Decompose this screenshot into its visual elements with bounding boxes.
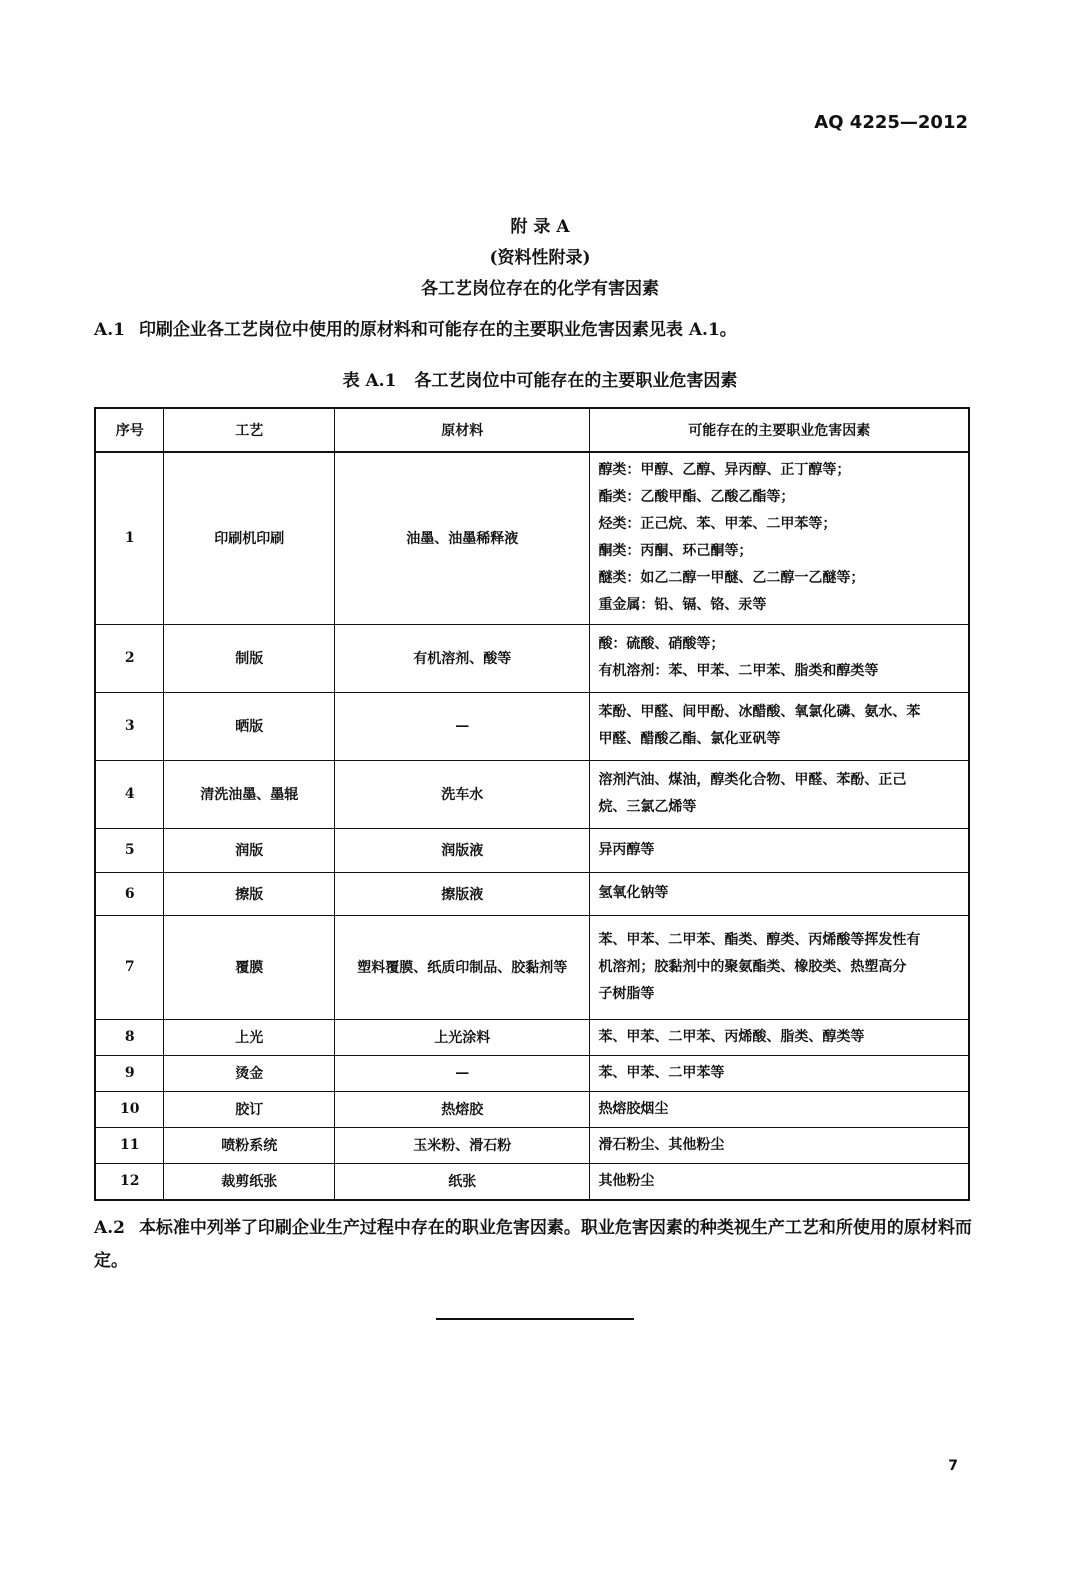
column-header-material: 原材料 bbox=[335, 408, 590, 452]
row-material: 擦版液 bbox=[335, 872, 590, 915]
hazard-line: 苯酚、甲醛、间甲酚、冰醋酸、氧氯化磷、氨水、苯 bbox=[598, 704, 921, 720]
table-row bbox=[95, 872, 969, 915]
row-process: 烫金 bbox=[164, 1055, 335, 1091]
hazard-line: 氢氧化钠等 bbox=[598, 885, 669, 901]
table-row bbox=[95, 692, 969, 760]
clause-a2-text: 本标准中列举了印刷企业生产过程中存在的职业危害因素。职业危害因素的种类视生产工艺和所使用的原材料而定。 bbox=[94, 1218, 972, 1271]
row-number: 10 bbox=[95, 1091, 164, 1127]
row-hazards bbox=[590, 452, 969, 624]
row-process: 润版 bbox=[164, 828, 335, 872]
hazard-line: 异丙醇等 bbox=[598, 841, 655, 858]
table-row bbox=[95, 828, 969, 872]
row-process: 胶订 bbox=[164, 1091, 335, 1127]
table-header-row bbox=[95, 408, 969, 452]
row-material: 油墨、油墨稀释液 bbox=[335, 452, 590, 624]
annex-title: 附 录 A bbox=[510, 217, 570, 237]
row-number: 5 bbox=[95, 828, 164, 872]
hazard-line: 烃类：正己烷、苯、甲苯、二甲苯等； bbox=[598, 516, 837, 533]
table-row bbox=[95, 1127, 969, 1163]
row-number: 12 bbox=[95, 1163, 164, 1200]
column-header-no: 序号 bbox=[95, 408, 164, 452]
end-rule bbox=[436, 1318, 634, 1320]
annex-type: (资料性附录) bbox=[489, 248, 591, 268]
table-caption-number: 表 A.1 bbox=[342, 371, 397, 391]
hazard-line: 其他粉尘 bbox=[598, 1172, 655, 1189]
table-caption bbox=[0, 366, 1080, 391]
clause-a1-number: A.1 bbox=[94, 320, 125, 340]
table-row bbox=[95, 1055, 969, 1091]
table-row bbox=[95, 760, 969, 828]
clause-a2-number: A.2 bbox=[94, 1218, 125, 1238]
row-material: 纸张 bbox=[335, 1163, 590, 1200]
row-hazards bbox=[590, 915, 969, 1019]
row-hazards bbox=[590, 692, 969, 760]
clause-a2 bbox=[94, 1212, 980, 1278]
column-header-process: 工艺 bbox=[164, 408, 335, 452]
row-process: 印刷机印刷 bbox=[164, 452, 335, 624]
hazard-line: 重金属：铅、镉、铬、汞等 bbox=[598, 597, 767, 614]
hazards-table bbox=[94, 407, 970, 1201]
row-number: 9 bbox=[95, 1055, 164, 1091]
row-material: — bbox=[335, 1055, 590, 1091]
row-process: 晒版 bbox=[164, 692, 335, 760]
table-row bbox=[95, 624, 969, 692]
hazard-line: 滑石粉尘、其他粉尘 bbox=[598, 1136, 725, 1153]
hazard-line: 苯、甲苯、二甲苯、丙烯酸、脂类、醇类等 bbox=[598, 1028, 865, 1045]
row-hazards bbox=[590, 1127, 969, 1163]
hazard-line: 烷、三氯乙烯等 bbox=[598, 799, 697, 815]
hazard-line: 酸：硫酸、硝酸等； bbox=[598, 636, 725, 652]
hazard-line: 苯、甲苯、二甲苯、酯类、醇类、丙烯酸等挥发性有 bbox=[598, 931, 921, 948]
row-material: 上光涂料 bbox=[335, 1019, 590, 1055]
row-number: 8 bbox=[95, 1019, 164, 1055]
row-process: 擦版 bbox=[164, 872, 335, 915]
table-caption-title: 各工艺岗位中可能存在的主要职业危害因素 bbox=[414, 371, 738, 391]
row-process: 制版 bbox=[164, 624, 335, 692]
row-process: 覆膜 bbox=[164, 915, 335, 1019]
row-hazards bbox=[590, 1163, 969, 1200]
hazard-line: 甲醛、醋酸乙酯、氯化亚矾等 bbox=[598, 731, 781, 747]
hazard-line: 酯类：乙酸甲酯、乙酸乙酯等； bbox=[598, 489, 795, 506]
table-row bbox=[95, 452, 969, 624]
row-number: 1 bbox=[95, 452, 164, 624]
row-process: 裁剪纸张 bbox=[164, 1163, 335, 1200]
hazard-line: 醇类：甲醇、乙醇、异丙醇、正丁醇等； bbox=[598, 462, 851, 479]
hazard-line: 机溶剂；胶黏剂中的聚氨酯类、橡胶类、热塑高分 bbox=[598, 958, 907, 975]
table-row bbox=[95, 1163, 969, 1200]
hazard-line: 苯、甲苯、二甲苯等 bbox=[598, 1064, 725, 1081]
hazard-line: 溶剂汽油、煤油，醇类化合物、甲醛、苯酚、正己 bbox=[598, 772, 907, 788]
row-material: — bbox=[335, 692, 590, 760]
table-row bbox=[95, 1019, 969, 1055]
row-hazards bbox=[590, 760, 969, 828]
row-number: 3 bbox=[95, 692, 164, 760]
hazard-line: 子树脂等 bbox=[598, 985, 655, 1002]
row-process: 上光 bbox=[164, 1019, 335, 1055]
row-material: 玉米粉、滑石粉 bbox=[335, 1127, 590, 1163]
row-number: 2 bbox=[95, 624, 164, 692]
table-row bbox=[95, 1091, 969, 1127]
row-hazards bbox=[590, 1091, 969, 1127]
page-number: 7 bbox=[948, 1458, 958, 1474]
row-process: 清洗油墨、墨辊 bbox=[164, 760, 335, 828]
annex-subtitle: 各工艺岗位存在的化学有害因素 bbox=[421, 279, 659, 299]
row-hazards bbox=[590, 828, 969, 872]
row-material: 热熔胶 bbox=[335, 1091, 590, 1127]
table-row bbox=[95, 915, 969, 1019]
row-hazards bbox=[590, 624, 969, 692]
row-number: 7 bbox=[95, 915, 164, 1019]
row-hazards bbox=[590, 1019, 969, 1055]
row-hazards bbox=[590, 872, 969, 915]
column-header-hazards: 可能存在的主要职业危害因素 bbox=[590, 408, 969, 452]
row-material: 洗车水 bbox=[335, 760, 590, 828]
hazard-line: 酮类：丙酮、环己酮等； bbox=[598, 543, 753, 560]
hazard-line: 有机溶剂：苯、甲苯、二甲苯、脂类和醇类等 bbox=[598, 663, 879, 679]
clause-a1 bbox=[94, 314, 980, 347]
clause-a1-text: 印刷企业各工艺岗位中使用的原材料和可能存在的主要职业危害因素见表 A.1。 bbox=[138, 320, 737, 340]
row-hazards bbox=[590, 1055, 969, 1091]
hazard-line: 醚类：如乙二醇一甲醚、乙二醇一乙醚等； bbox=[598, 570, 865, 587]
row-material: 润版液 bbox=[335, 828, 590, 872]
row-material: 塑料覆膜、纸质印制品、胶黏剂等 bbox=[335, 915, 590, 1019]
hazard-line: 热熔胶烟尘 bbox=[598, 1100, 669, 1117]
row-number: 6 bbox=[95, 872, 164, 915]
row-process: 喷粉系统 bbox=[164, 1127, 335, 1163]
row-number: 11 bbox=[95, 1127, 164, 1163]
row-material: 有机溶剂、酸等 bbox=[335, 624, 590, 692]
standard-number: AQ 4225—2012 bbox=[814, 112, 968, 133]
row-number: 4 bbox=[95, 760, 164, 828]
